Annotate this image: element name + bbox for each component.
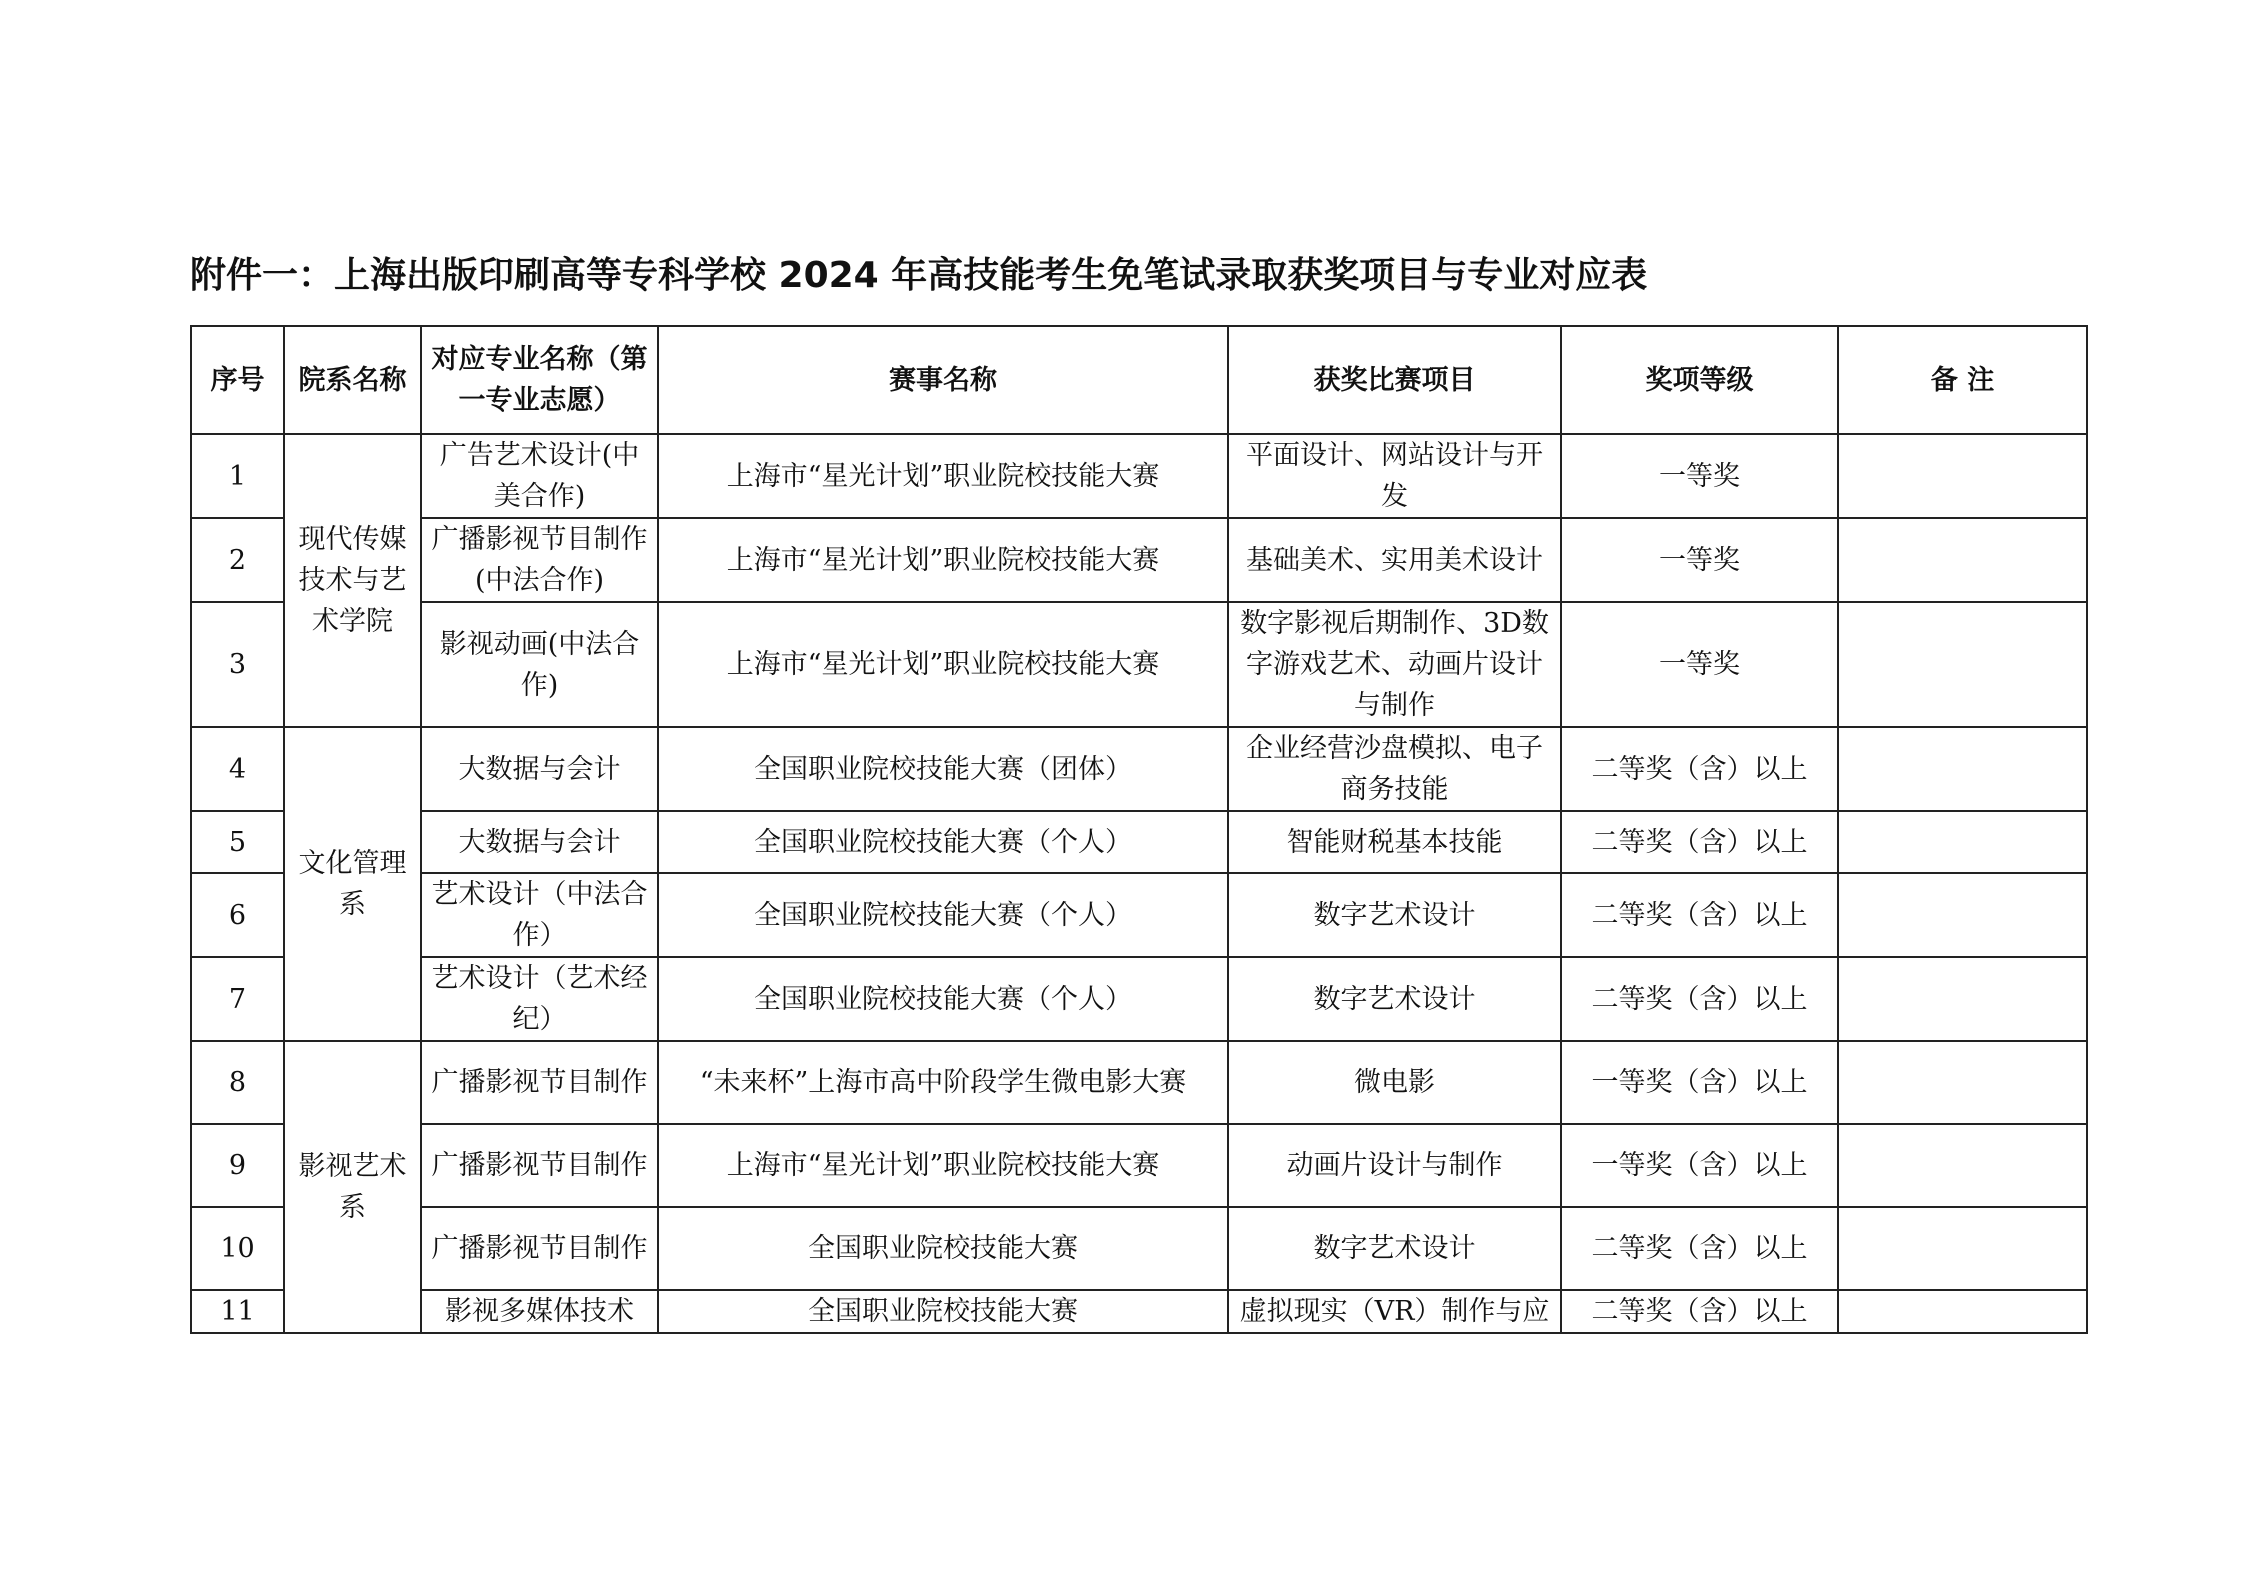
cell-major: 艺术设计（中法合作） xyxy=(421,873,658,957)
header-competition: 赛事名称 xyxy=(658,326,1228,434)
header-award-level: 奖项等级 xyxy=(1561,326,1838,434)
table-row xyxy=(191,1041,2087,1124)
cell-event: 数字艺术设计 xyxy=(1228,1207,1561,1290)
cell-remarks xyxy=(1838,518,2087,602)
cell-major: 艺术设计（艺术经纪） xyxy=(421,957,658,1041)
cell-competition: 全国职业院校技能大赛（团体） xyxy=(658,727,1228,811)
cell-award-level: 二等奖（含）以上 xyxy=(1561,873,1838,957)
cell-event: 虚拟现实（VR）制作与应 xyxy=(1228,1290,1561,1333)
cell-index: 9 xyxy=(191,1124,284,1207)
cell-award-level: 一等奖（含）以上 xyxy=(1561,1124,1838,1207)
cell-remarks xyxy=(1838,727,2087,811)
cell-competition: 全国职业院校技能大赛（个人） xyxy=(658,957,1228,1041)
cell-event: 动画片设计与制作 xyxy=(1228,1124,1561,1207)
cell-award-level: 一等奖 xyxy=(1561,518,1838,602)
cell-award-level: 二等奖（含）以上 xyxy=(1561,1290,1838,1333)
cell-remarks xyxy=(1838,811,2087,873)
cell-award-level: 二等奖（含）以上 xyxy=(1561,727,1838,811)
cell-award-level: 二等奖（含）以上 xyxy=(1561,811,1838,873)
cell-event: 数字艺术设计 xyxy=(1228,873,1561,957)
cell-event: 数字艺术设计 xyxy=(1228,957,1561,1041)
cell-competition: 全国职业院校技能大赛 xyxy=(658,1207,1228,1290)
cell-index: 3 xyxy=(191,602,284,727)
cell-event: 平面设计、网站设计与开发 xyxy=(1228,434,1561,518)
cell-event: 数字影视后期制作、3D数字游戏艺术、动画片设计与制作 xyxy=(1228,602,1561,727)
table-row xyxy=(191,957,2087,1041)
cell-event: 基础美术、实用美术设计 xyxy=(1228,518,1561,602)
cell-major: 影视动画(中法合作) xyxy=(421,602,658,727)
cell-remarks xyxy=(1838,873,2087,957)
cell-department: 现代传媒技术与艺术学院 xyxy=(284,434,421,727)
cell-index: 6 xyxy=(191,873,284,957)
table-row xyxy=(191,518,2087,602)
cell-index: 1 xyxy=(191,434,284,518)
cell-award-level: 一等奖 xyxy=(1561,434,1838,518)
cell-major: 广播影视节目制作 xyxy=(421,1041,658,1124)
cell-competition: 上海市“星光计划”职业院校技能大赛 xyxy=(658,518,1228,602)
table-row xyxy=(191,1290,2087,1333)
page-title: 附件一：上海出版印刷高等专科学校 2024 年高技能考生免笔试录取获奖项目与专业对应表 xyxy=(190,255,1648,296)
cell-event: 微电影 xyxy=(1228,1041,1561,1124)
cell-remarks xyxy=(1838,1207,2087,1290)
cell-award-level: 一等奖 xyxy=(1561,602,1838,727)
header-event: 获奖比赛项目 xyxy=(1228,326,1561,434)
cell-major: 影视多媒体技术 xyxy=(421,1290,658,1333)
cell-index: 11 xyxy=(191,1290,284,1333)
cell-competition: 上海市“星光计划”职业院校技能大赛 xyxy=(658,1124,1228,1207)
cell-index: 8 xyxy=(191,1041,284,1124)
cell-department: 影视艺术系 xyxy=(284,1041,421,1333)
header-major: 对应专业名称（第一专业志愿） xyxy=(421,326,658,434)
cell-major: 大数据与会计 xyxy=(421,811,658,873)
cell-index: 7 xyxy=(191,957,284,1041)
header-index: 序号 xyxy=(191,326,284,434)
cell-department: 文化管理系 xyxy=(284,727,421,1041)
cell-award-level: 一等奖（含）以上 xyxy=(1561,1041,1838,1124)
cell-remarks xyxy=(1838,434,2087,518)
cell-index: 5 xyxy=(191,811,284,873)
table-header-row xyxy=(191,326,2087,434)
cell-remarks xyxy=(1838,957,2087,1041)
cell-index: 10 xyxy=(191,1207,284,1290)
cell-competition: 全国职业院校技能大赛 xyxy=(658,1290,1228,1333)
cell-remarks xyxy=(1838,1041,2087,1124)
cell-award-level: 二等奖（含）以上 xyxy=(1561,1207,1838,1290)
cell-remarks xyxy=(1838,1124,2087,1207)
cell-competition: 上海市“星光计划”职业院校技能大赛 xyxy=(658,602,1228,727)
cell-remarks xyxy=(1838,602,2087,727)
table-row xyxy=(191,811,2087,873)
cell-competition: “未来杯”上海市高中阶段学生微电影大赛 xyxy=(658,1041,1228,1124)
cell-award-level: 二等奖（含）以上 xyxy=(1561,957,1838,1041)
cell-competition: 全国职业院校技能大赛（个人） xyxy=(658,811,1228,873)
cell-major: 大数据与会计 xyxy=(421,727,658,811)
cell-competition: 上海市“星光计划”职业院校技能大赛 xyxy=(658,434,1228,518)
table-row xyxy=(191,727,2087,811)
award-major-table xyxy=(190,325,2088,1334)
cell-remarks xyxy=(1838,1290,2087,1333)
cell-event: 企业经营沙盘模拟、电子商务技能 xyxy=(1228,727,1561,811)
table-row xyxy=(191,1124,2087,1207)
table-row xyxy=(191,602,2087,727)
cell-major: 广告艺术设计(中美合作) xyxy=(421,434,658,518)
table-row xyxy=(191,1207,2087,1290)
cell-event: 智能财税基本技能 xyxy=(1228,811,1561,873)
cell-index: 4 xyxy=(191,727,284,811)
cell-major: 广播影视节目制作(中法合作) xyxy=(421,518,658,602)
table-row xyxy=(191,873,2087,957)
header-remarks: 备 注 xyxy=(1838,326,2087,434)
table-row xyxy=(191,434,2087,518)
cell-index: 2 xyxy=(191,518,284,602)
header-department: 院系名称 xyxy=(284,326,421,434)
cell-competition: 全国职业院校技能大赛（个人） xyxy=(658,873,1228,957)
cell-major: 广播影视节目制作 xyxy=(421,1207,658,1290)
cell-major: 广播影视节目制作 xyxy=(421,1124,658,1207)
